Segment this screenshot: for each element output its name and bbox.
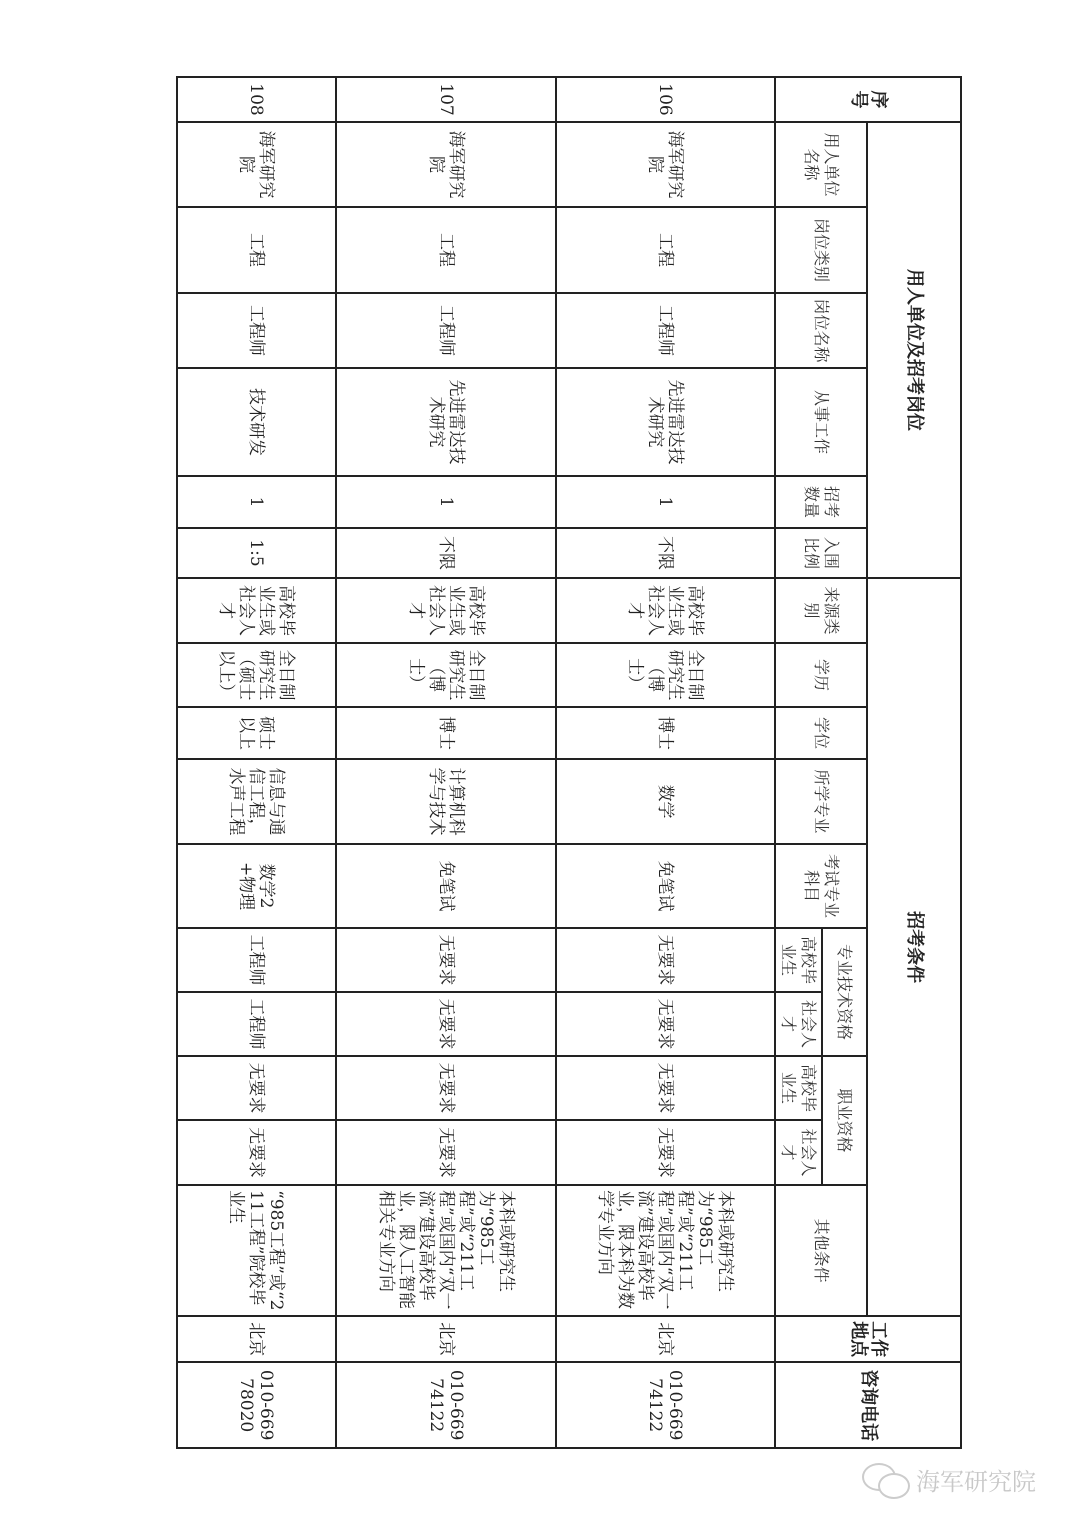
table-row bbox=[336, 77, 556, 1448]
cell-prof-qual-graduates: 无要求 bbox=[177, 1056, 336, 1120]
header-source: 来源类别 bbox=[775, 578, 867, 643]
header-group-conditions: 招考条件 bbox=[867, 578, 961, 1316]
header-post-category: 岗位类别 bbox=[775, 207, 867, 293]
cell-education: 全日制研究生（博士） bbox=[336, 643, 556, 707]
cell-quota: 1 bbox=[556, 476, 775, 528]
cell-prof-qual-graduates: 无要求 bbox=[556, 1056, 775, 1120]
cell-tech-qual-graduates: 工程师 bbox=[177, 928, 336, 992]
cell-post-name: 工程师 bbox=[556, 293, 775, 368]
cell-major: 数学 bbox=[556, 759, 775, 844]
cell-exam-subject: 免笔试 bbox=[556, 844, 775, 928]
table-row bbox=[177, 77, 336, 1448]
cell-unit-name: 海军研究院 bbox=[556, 122, 775, 207]
cell-degree: 硕士以上 bbox=[177, 707, 336, 759]
cell-tech-qual-social: 无要求 bbox=[336, 992, 556, 1056]
header-prof-qual-social: 社会人才 bbox=[775, 1120, 822, 1185]
rotated-page bbox=[178, 76, 962, 1447]
header-sub-row-1 bbox=[822, 77, 867, 1448]
header-degree: 学位 bbox=[775, 707, 867, 759]
cell-quota: 1 bbox=[336, 476, 556, 528]
cell-phone: 010-66974122 bbox=[336, 1362, 556, 1448]
cell-ratio: 不限 bbox=[556, 528, 775, 578]
cell-unit-name: 海军研究院 bbox=[177, 122, 336, 207]
cell-work-content: 先进雷达技术研究 bbox=[336, 368, 556, 476]
header-group-unit: 用人单位及招考岗位 bbox=[867, 122, 961, 578]
header-education: 学历 bbox=[775, 643, 867, 707]
watermark bbox=[862, 1462, 1036, 1497]
cell-seq: 107 bbox=[336, 77, 556, 122]
cell-tech-qual-graduates: 无要求 bbox=[336, 928, 556, 992]
cell-post-category: 工程 bbox=[177, 207, 336, 293]
cell-tech-qual-social: 无要求 bbox=[556, 992, 775, 1056]
table-row bbox=[556, 77, 775, 1448]
cell-post-name: 工程师 bbox=[177, 293, 336, 368]
cell-ratio: 不限 bbox=[336, 528, 556, 578]
cell-work-content: 先进雷达技术研究 bbox=[556, 368, 775, 476]
header-quota: 招考数量 bbox=[775, 476, 867, 528]
cell-degree: 博士 bbox=[336, 707, 556, 759]
header-tech-qual: 专业技术资格 bbox=[822, 928, 867, 1056]
wechat-icon bbox=[862, 1463, 910, 1497]
cell-tech-qual-graduates: 无要求 bbox=[556, 928, 775, 992]
header-prof-qual: 职业资格 bbox=[822, 1056, 867, 1185]
header-group-row bbox=[867, 77, 961, 1448]
cell-source: 高校毕业生或社会人才 bbox=[336, 578, 556, 643]
cell-seq: 108 bbox=[177, 77, 336, 122]
cell-education: 全日制研究生（硕士以上） bbox=[177, 643, 336, 707]
cell-exam-subject: 免笔试 bbox=[336, 844, 556, 928]
header-tech-qual-graduates: 高校毕业生 bbox=[775, 928, 822, 992]
header-ratio: 入围比例 bbox=[775, 528, 867, 578]
cell-other: “985工程”或“211工程”院校毕业生 bbox=[177, 1185, 336, 1316]
recruitment-table bbox=[176, 76, 962, 1449]
cell-prof-qual-social: 无要求 bbox=[177, 1120, 336, 1185]
cell-seq: 106 bbox=[556, 77, 775, 122]
cell-major: 计算机科学与技术 bbox=[336, 759, 556, 844]
cell-prof-qual-social: 无要求 bbox=[556, 1120, 775, 1185]
cell-prof-qual-graduates: 无要求 bbox=[336, 1056, 556, 1120]
cell-source: 高校毕业生或社会人才 bbox=[556, 578, 775, 643]
cell-post-category: 工程 bbox=[336, 207, 556, 293]
watermark-text: 海军研究院 bbox=[916, 1468, 1036, 1496]
header-phone: 咨询电话 bbox=[775, 1362, 961, 1448]
header-seq: 序号 bbox=[775, 77, 961, 122]
cell-location: 北京 bbox=[336, 1316, 556, 1362]
header-post-name: 岗位名称 bbox=[775, 293, 867, 368]
cell-phone: 010-66978020 bbox=[177, 1362, 336, 1448]
cell-tech-qual-social: 工程师 bbox=[177, 992, 336, 1056]
cell-other: 本科或研究生为“985工程”或“211工程”或国内“双一流”建设高校毕业，限人工智能相关专业方向 bbox=[336, 1185, 556, 1316]
header-other: 其他条件 bbox=[775, 1185, 867, 1316]
cell-ratio: 1:5 bbox=[177, 528, 336, 578]
cell-location: 北京 bbox=[556, 1316, 775, 1362]
cell-major: 信息与通信工程，水声工程 bbox=[177, 759, 336, 844]
cell-post-name: 工程师 bbox=[336, 293, 556, 368]
cell-phone: 010-66974122 bbox=[556, 1362, 775, 1448]
cell-quota: 1 bbox=[177, 476, 336, 528]
cell-post-category: 工程 bbox=[556, 207, 775, 293]
cell-education: 全日制研究生（博士） bbox=[556, 643, 775, 707]
cell-source: 高校毕业生或社会人才 bbox=[177, 578, 336, 643]
header-prof-qual-graduates: 高校毕业生 bbox=[775, 1056, 822, 1120]
header-work-content: 从事工作 bbox=[775, 368, 867, 476]
cell-exam-subject: 数学2+物理 bbox=[177, 844, 336, 928]
cell-prof-qual-social: 无要求 bbox=[336, 1120, 556, 1185]
cell-unit-name: 海军研究院 bbox=[336, 122, 556, 207]
header-tech-qual-social: 社会人才 bbox=[775, 992, 822, 1056]
cell-location: 北京 bbox=[177, 1316, 336, 1362]
cell-other: 本科或研究生为“985工程”或“211工程”或国内“双一流”建设高校毕业，限本科为数学专业方向 bbox=[556, 1185, 775, 1316]
header-unit-name: 用人单位名称 bbox=[775, 122, 867, 207]
header-major: 所学专业 bbox=[775, 759, 867, 844]
cell-degree: 博士 bbox=[556, 707, 775, 759]
cell-work-content: 技术研发 bbox=[177, 368, 336, 476]
header-work-location: 工作地点 bbox=[775, 1316, 961, 1362]
header-exam-subject: 考试专业科目 bbox=[775, 844, 867, 928]
